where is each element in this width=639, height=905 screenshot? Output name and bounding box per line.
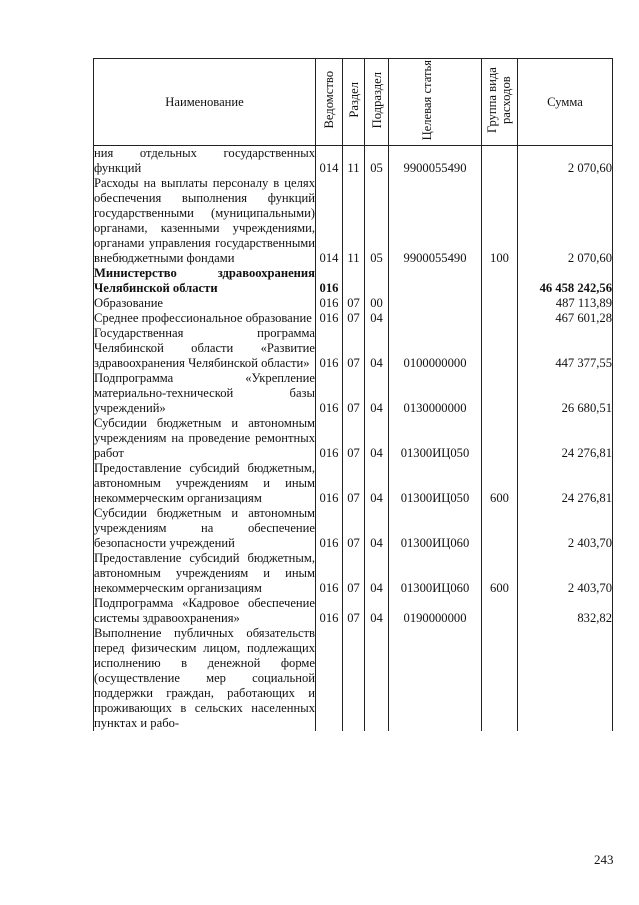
cell-target: 0130000000 xyxy=(389,371,482,416)
table-body xyxy=(94,146,613,732)
cell-section: 07 xyxy=(343,371,365,416)
cell-name: Среднее профессиональное образование xyxy=(94,311,316,326)
cell-group xyxy=(482,596,518,626)
cell-subsection: 04 xyxy=(365,416,389,461)
cell-group: 100 xyxy=(482,176,518,266)
cell-sum: 467 601,28 xyxy=(518,311,613,326)
header-dept: Ведомство xyxy=(316,59,343,146)
cell-group xyxy=(482,296,518,311)
cell-sum: 2 070,60 xyxy=(518,176,613,266)
header-target: Целевая статья xyxy=(389,59,482,146)
cell-subsection: 04 xyxy=(365,596,389,626)
cell-dept: 016 xyxy=(316,596,343,626)
cell-target xyxy=(389,266,482,296)
page-number: 243 xyxy=(594,852,614,867)
cell-subsection: 04 xyxy=(365,506,389,551)
table-row xyxy=(94,506,613,551)
cell-dept: 014 xyxy=(316,176,343,266)
cell-target: 01300ИЦ050 xyxy=(389,416,482,461)
header-subsection: Подраздел xyxy=(365,59,389,146)
cell-name: Подпрограмма «Кадровое обеспечение системы здравоохранения» xyxy=(94,596,315,625)
table-row xyxy=(94,146,613,177)
cell-sum: 2 403,70 xyxy=(518,551,613,596)
cell-subsection: 04 xyxy=(365,461,389,506)
cell-target xyxy=(389,296,482,311)
cell-section: 07 xyxy=(343,461,365,506)
cell-section: 11 xyxy=(343,146,365,177)
cell-target: 9900055490 xyxy=(389,146,482,177)
cell-dept: 016 xyxy=(316,266,343,296)
cell-dept: 016 xyxy=(316,326,343,371)
cell-dept: 016 xyxy=(316,296,343,311)
cell-subsection: 04 xyxy=(365,326,389,371)
cell-target: 0100000000 xyxy=(389,326,482,371)
cell-name: ния отдельных государственных функций xyxy=(94,146,315,175)
table-row xyxy=(94,626,613,731)
cell-subsection: 04 xyxy=(365,311,389,326)
cell-dept: 016 xyxy=(316,371,343,416)
cell-section: 07 xyxy=(343,416,365,461)
budget-table xyxy=(93,58,613,731)
cell-sum: 832,82 xyxy=(518,596,613,626)
table-row xyxy=(94,371,613,416)
cell-sum: 46 458 242,56 xyxy=(518,266,613,296)
cell-name: Государственная программа Челябинской области «Развитие здравоохранения Челябинской области» xyxy=(94,326,315,370)
cell-group xyxy=(482,311,518,326)
table-row xyxy=(94,176,613,266)
cell-subsection: 05 xyxy=(365,146,389,177)
cell-target xyxy=(389,311,482,326)
cell-sum: 487 113,89 xyxy=(518,296,613,311)
table-row xyxy=(94,416,613,461)
table-row xyxy=(94,326,613,371)
table-row xyxy=(94,461,613,506)
cell-name: Министерство здравоохранения Челябинской области xyxy=(94,266,315,295)
cell-section: 07 xyxy=(343,506,365,551)
table-row xyxy=(94,596,613,626)
cell-group xyxy=(482,146,518,177)
cell-sum: 2 403,70 xyxy=(518,506,613,551)
cell-sum: 2 070,60 xyxy=(518,146,613,177)
cell-subsection: 04 xyxy=(365,371,389,416)
cell-name: Предоставление субсидий бюджетным, автономным учреждениям и иным некоммерческим организациям xyxy=(94,551,315,595)
cell-dept: 016 xyxy=(316,311,343,326)
cell-section xyxy=(343,626,365,731)
cell-subsection xyxy=(365,626,389,731)
cell-group xyxy=(482,506,518,551)
cell-section xyxy=(343,266,365,296)
cell-section: 11 xyxy=(343,176,365,266)
cell-subsection: 05 xyxy=(365,176,389,266)
cell-sum: 24 276,81 xyxy=(518,461,613,506)
cell-subsection: 00 xyxy=(365,296,389,311)
cell-group xyxy=(482,416,518,461)
cell-target xyxy=(389,626,482,731)
cell-target: 01300ИЦ060 xyxy=(389,506,482,551)
cell-dept: 016 xyxy=(316,416,343,461)
cell-name: Образование xyxy=(94,296,316,311)
cell-target: 01300ИЦ060 xyxy=(389,551,482,596)
header-sum: Сумма xyxy=(518,59,613,146)
cell-group xyxy=(482,266,518,296)
table-row xyxy=(94,551,613,596)
cell-name: Предоставление субсидий бюджетным, автономным учреждениям и иным некоммерческим организациям xyxy=(94,461,315,505)
table-row xyxy=(94,266,613,296)
cell-name: Субсидии бюджетным и автономным учреждениям на проведение ремонтных работ xyxy=(94,416,315,460)
header-name: Наименование xyxy=(94,59,316,146)
cell-group xyxy=(482,326,518,371)
cell-sum xyxy=(518,626,613,731)
cell-subsection: 04 xyxy=(365,551,389,596)
cell-section: 07 xyxy=(343,296,365,311)
cell-name: Выполнение публичных обязательств перед физическим лицом, подлежащих исполнению в денежной форме (осуществление мер социальной поддержки граждан, работающих и проживающих в сельских населенных пунктах и рабо- xyxy=(94,626,315,730)
table-header xyxy=(94,59,613,146)
cell-section: 07 xyxy=(343,326,365,371)
cell-section: 07 xyxy=(343,311,365,326)
cell-name: Подпрограмма «Укрепление материально-технической базы учреждений» xyxy=(94,371,315,415)
table-row xyxy=(94,311,613,326)
cell-name: Субсидии бюджетным и автономным учреждениям на обеспечение безопасности учреждений xyxy=(94,506,315,550)
cell-target: 9900055490 xyxy=(389,176,482,266)
table-row xyxy=(94,296,613,311)
cell-dept: 016 xyxy=(316,551,343,596)
cell-target: 0190000000 xyxy=(389,596,482,626)
cell-dept: 014 xyxy=(316,146,343,177)
cell-group xyxy=(482,371,518,416)
cell-dept: 016 xyxy=(316,506,343,551)
cell-sum: 26 680,51 xyxy=(518,371,613,416)
cell-sum: 24 276,81 xyxy=(518,416,613,461)
cell-name: Расходы на выплаты персоналу в целях обеспечения выполнения функций государственными (муниципальными) органами, казенными учреждениями, органами управления государственными внебюджетными фондами xyxy=(94,176,315,265)
header-section: Раздел xyxy=(343,59,365,146)
cell-sum: 447 377,55 xyxy=(518,326,613,371)
cell-section: 07 xyxy=(343,551,365,596)
cell-section: 07 xyxy=(343,596,365,626)
cell-group: 600 xyxy=(482,461,518,506)
cell-target: 01300ИЦ050 xyxy=(389,461,482,506)
header-group: Группа вида расходов xyxy=(482,59,518,146)
cell-dept xyxy=(316,626,343,731)
cell-group xyxy=(482,626,518,731)
cell-dept: 016 xyxy=(316,461,343,506)
cell-subsection xyxy=(365,266,389,296)
cell-group: 600 xyxy=(482,551,518,596)
